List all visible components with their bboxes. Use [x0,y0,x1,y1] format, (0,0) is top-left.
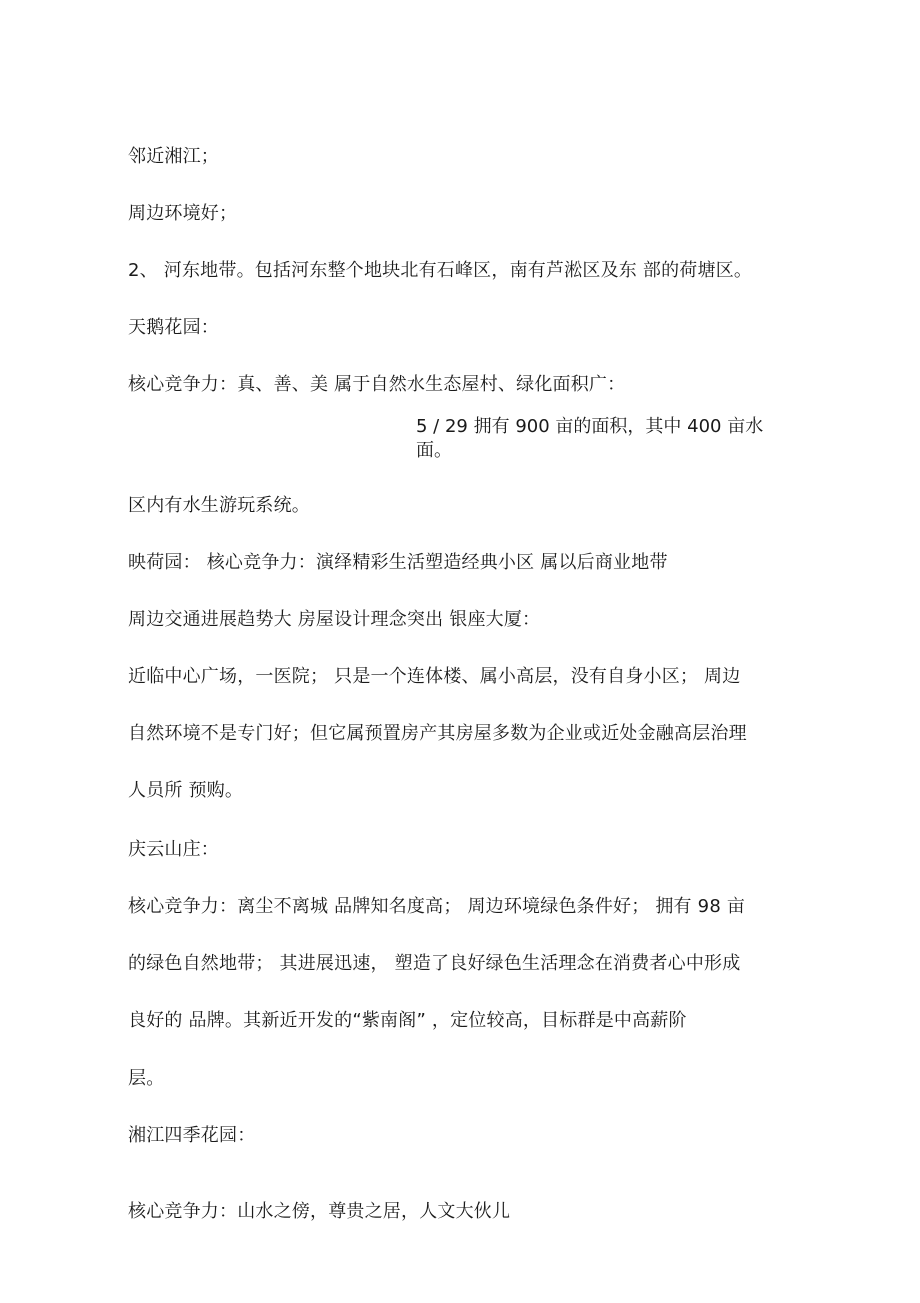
text-line-17: 湘江四季花园： [128,1125,256,1146]
text-line-2: 周边环境好； [128,203,238,224]
text-line-13: 核心竞争力：离尘不离城 品牌知名度高； 周边环境绿色条件好； 拥有 98 亩 [128,896,746,917]
inset-text: 拥有 900 亩的面积，其中 400 亩水面。 [416,416,764,461]
text-line-5: 核心竞争力：真、善、美 属于自然水生态屋村、绿化面积广： [128,374,626,395]
text-line-14: 的绿色自然地带； 其进展迅速， 塑造了良好绿色生活理念在消费者心中形成 [128,953,741,974]
text-line-10: 自然环境不是专门好；但它属预置房产其房屋多数为企业或近处金融高层治理 [128,723,747,744]
text-line-6: 区内有水生游玩系统。 [128,495,310,516]
text-line-7: 映荷园： 核心竞争力：演绎精彩生活塑造经典小区 属以后商业地带 [128,552,668,573]
text-line-9: 近临中心广场，一医院； 只是一个连体楼、属小高层，没有自身小区； 周边 [128,666,741,687]
text-line-11: 人员所 预购。 [128,780,244,801]
text-line-16: 层。 [128,1068,165,1089]
text-line-18: 核心竞争力：山水之傍，尊贵之居，人文大伙儿 [128,1201,511,1222]
text-line-8: 周边交通进展趋势大 房屋设计理念突出 银座大厦： [128,609,541,630]
text-line-3: 2、 河东地带。包括河东整个地块北有石峰区，南有芦淞区及东 部的荷塘区。 [128,260,753,281]
text-line-15: 良好的 品牌。其新近开发的“紫南阁” ，定位较高，目标群是中高薪阶 [128,1010,687,1031]
text-line-1: 邻近湘江； [128,146,219,167]
text-line-4: 天鹅花园： [128,317,219,338]
page-number: 5 / 29 [416,416,468,437]
text-line-12: 庆云山庄： [128,839,219,860]
page-marker-block [416,415,796,463]
